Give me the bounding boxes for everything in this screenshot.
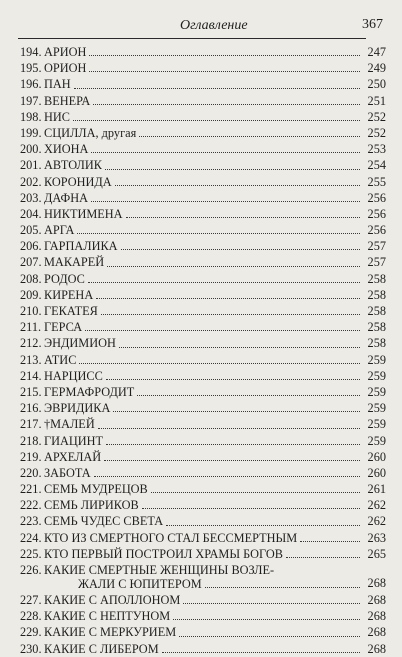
dot-leader — [286, 556, 360, 558]
entry-title: КАКИЕ С АПОЛЛОНОМ — [44, 593, 181, 607]
dot-leader — [183, 602, 360, 604]
entry-number: 220. — [20, 465, 42, 480]
toc-entry — [20, 141, 386, 157]
toc-entry — [20, 109, 386, 125]
dot-leader — [162, 651, 360, 653]
entry-page-number: 257 — [367, 239, 386, 254]
toc-entry — [20, 546, 386, 562]
entry-title: КАКИЕ С МЕРКУРИЕМ — [44, 625, 177, 640]
entry-number: 207. — [20, 255, 42, 270]
entry-page-number: 256 — [367, 206, 386, 221]
dot-leader — [88, 281, 360, 283]
entry-title: АРИОН — [44, 45, 87, 59]
entry-title: ХИОНА — [44, 142, 89, 157]
page-number: 367 — [362, 17, 383, 32]
dot-leader — [205, 586, 360, 588]
entry-page-number: 259 — [367, 384, 386, 399]
toc-entry — [20, 368, 386, 384]
entry-page-number: 256 — [367, 223, 386, 238]
toc-entry — [20, 206, 386, 222]
entry-page-number: 259 — [367, 417, 386, 432]
entry-page-number: 268 — [367, 641, 386, 656]
entry-number: 215. — [20, 384, 42, 399]
entry-page-number: 268 — [367, 593, 386, 607]
entry-page-number: 258 — [367, 271, 386, 286]
entry-title: ДАФНА — [44, 190, 88, 205]
entry-title: АРГА — [44, 223, 75, 238]
entry-page-number: 247 — [367, 45, 386, 59]
entry-number: 218. — [20, 433, 42, 448]
toc-entry — [20, 93, 386, 109]
dot-leader — [119, 346, 360, 348]
toc-entry — [20, 481, 386, 497]
entry-number: 195. — [20, 61, 42, 76]
entry-title: ГАРПАЛИКА — [44, 239, 118, 254]
entry-number: 210. — [20, 304, 42, 318]
dot-leader — [166, 524, 360, 526]
toc-entry — [20, 433, 386, 449]
entry-page-number: 250 — [367, 77, 386, 92]
entry-page-number: 259 — [367, 433, 386, 448]
toc-entry — [20, 465, 386, 481]
entry-title: ЗАБОТА — [44, 465, 91, 480]
entry-title: КИРЕНА — [44, 287, 94, 302]
entry-page-number: 255 — [367, 174, 386, 189]
entry-title: НИКТИМЕНА — [44, 206, 123, 221]
entry-title: СЕМЬ МУДРЕЦОВ — [44, 482, 148, 497]
toc-entry — [20, 303, 386, 319]
entry-number: 198. — [20, 109, 42, 124]
entry-title: МАКАРЕЙ — [44, 255, 105, 270]
entry-page-number: 262 — [367, 498, 386, 513]
entry-number: 208. — [20, 271, 42, 286]
entry-number: 212. — [20, 336, 42, 351]
entry-page-number: 261 — [367, 482, 386, 497]
toc-entry — [20, 416, 386, 432]
dot-leader — [79, 362, 360, 364]
entry-number: 211. — [20, 320, 42, 335]
entry-title: ОРИОН — [44, 61, 87, 76]
entry-page-number: 265 — [367, 546, 386, 561]
dot-leader — [101, 313, 360, 315]
entry-title: СЦИЛЛА, другая — [44, 125, 137, 140]
dot-leader — [137, 394, 360, 396]
entry-page-number: 258 — [367, 287, 386, 302]
entry-page-number: 258 — [367, 304, 386, 318]
toc-entry — [20, 60, 386, 76]
entry-number: 230. — [20, 641, 42, 656]
entry-title: РОДОС — [44, 271, 85, 286]
entry-title: ГЕРСА — [44, 320, 83, 335]
table-of-contents — [20, 44, 386, 657]
entry-page-number: 254 — [367, 158, 386, 173]
entry-number: 196. — [20, 77, 42, 92]
entry-number: 226. — [20, 563, 42, 577]
entry-title: КАКИЕ С НЕПТУНОМ — [44, 609, 171, 624]
entry-title: КАКИЕ С ЛИБЕРОМ — [44, 641, 159, 656]
entry-page-number: 258 — [367, 320, 386, 335]
dot-leader — [89, 54, 360, 56]
dot-leader — [115, 184, 360, 186]
entry-title: ГЕРМАФРОДИТ — [44, 384, 135, 399]
entry-number: 227. — [20, 593, 42, 607]
toc-entry — [20, 157, 386, 173]
entry-page-number: 263 — [367, 530, 386, 545]
toc-entry — [20, 238, 386, 254]
dot-leader — [85, 329, 360, 331]
entry-number: 201. — [20, 158, 42, 173]
entry-page-number: 249 — [367, 61, 386, 76]
entry-title: СЕМЬ ЛИРИКОВ — [44, 498, 139, 513]
dot-leader — [113, 410, 360, 412]
entry-page-number: 268 — [367, 625, 386, 640]
toc-entry — [20, 125, 386, 141]
dot-leader — [98, 427, 360, 429]
toc-entry — [20, 592, 386, 608]
toc-entry — [20, 287, 386, 303]
entry-number: 202. — [20, 174, 42, 189]
dot-leader — [89, 70, 360, 72]
dot-leader — [179, 635, 360, 637]
running-title: Оглавление — [180, 18, 248, 33]
entry-title: НИС — [44, 109, 70, 124]
entry-page-number: 257 — [367, 255, 386, 270]
entry-page-number: 262 — [367, 514, 386, 529]
entry-title: СЕМЬ ЧУДЕС СВЕТА — [44, 514, 164, 529]
toc-entry — [20, 400, 386, 416]
entry-number: 228. — [20, 609, 42, 624]
toc-entry — [20, 624, 386, 640]
entry-number: 199. — [20, 125, 42, 140]
dot-leader — [91, 151, 360, 153]
entry-title: †МАЛЕЙ — [44, 417, 95, 432]
dot-leader — [126, 216, 360, 218]
entry-number: 209. — [20, 287, 42, 302]
toc-entry — [20, 562, 386, 592]
entry-title: АРХЕЛАЙ — [44, 449, 102, 464]
entry-page-number: 258 — [367, 336, 386, 351]
dot-leader — [93, 103, 360, 105]
entry-number: 200. — [20, 142, 42, 157]
toc-entry — [20, 641, 386, 657]
entry-number: 203. — [20, 190, 42, 205]
entry-number: 225. — [20, 546, 42, 561]
entry-page-number: 253 — [367, 142, 386, 157]
entry-page-number: 252 — [367, 125, 386, 140]
dot-leader — [73, 119, 360, 121]
toc-entry — [20, 352, 386, 368]
dot-leader — [121, 248, 360, 250]
toc-entry — [20, 44, 386, 60]
entry-number: 213. — [20, 352, 42, 367]
entry-number: 194. — [20, 45, 42, 59]
toc-entry — [20, 254, 386, 270]
dot-leader — [91, 200, 360, 202]
toc-entry — [20, 513, 386, 529]
entry-title: ЭНДИМИОН — [44, 336, 116, 351]
entry-title-continued: ЖАЛИ С ЮПИТЕРОМ — [78, 577, 202, 591]
entry-page-number: 268 — [367, 609, 386, 624]
toc-entry — [20, 384, 386, 400]
entry-page-number: 260 — [367, 449, 386, 464]
entry-title: ПАН — [44, 77, 71, 92]
dot-leader — [300, 540, 360, 542]
entry-page-number: 260 — [367, 465, 386, 480]
entry-page-number: 256 — [367, 190, 386, 205]
dot-leader — [139, 135, 360, 137]
dot-leader — [96, 297, 360, 299]
entry-title: КТО ПЕРВЫЙ ПОСТРОИЛ ХРАМЫ БОГОВ — [44, 546, 283, 561]
entry-number: 205. — [20, 223, 42, 238]
entry-number: 216. — [20, 401, 42, 416]
dot-leader — [74, 87, 360, 89]
entry-number: 224. — [20, 530, 42, 545]
toc-entry — [20, 271, 386, 287]
toc-entry — [20, 497, 386, 513]
dot-leader — [106, 378, 360, 380]
dot-leader — [77, 232, 360, 234]
entry-number: 206. — [20, 239, 42, 254]
entry-page-number: 259 — [367, 352, 386, 367]
dot-leader — [151, 491, 360, 493]
entry-number: 217. — [20, 417, 42, 432]
toc-entry — [20, 222, 386, 238]
toc-entry — [20, 319, 386, 335]
entry-title: ГЕКАТЕЯ — [44, 304, 98, 318]
toc-entry — [20, 76, 386, 92]
toc-entry — [20, 449, 386, 465]
toc-entry — [20, 530, 386, 546]
entry-title: ГИАЦИНТ — [44, 433, 104, 448]
entry-page-number: 251 — [367, 93, 386, 108]
dot-leader — [107, 265, 360, 267]
entry-number: 221. — [20, 482, 42, 497]
entry-title: КТО ИЗ СМЕРТНОГО СТАЛ БЕССМЕРТНЫМ — [44, 530, 298, 545]
entry-number: 219. — [20, 449, 42, 464]
entry-page-number: 259 — [367, 368, 386, 383]
dot-leader — [104, 459, 360, 461]
running-header — [0, 0, 402, 36]
entry-title: КАКИЕ СМЕРТНЫЕ ЖЕНЩИНЫ ВОЗЛЕ- — [44, 563, 275, 577]
toc-entry — [20, 190, 386, 206]
toc-entry — [20, 608, 386, 624]
entry-title: НАРЦИСС — [44, 368, 103, 383]
entry-number: 204. — [20, 206, 42, 221]
entry-title: ВЕНЕРА — [44, 93, 91, 108]
entry-title: АВТОЛИК — [44, 158, 102, 173]
dot-leader — [142, 507, 360, 509]
entry-number: 229. — [20, 625, 42, 640]
entry-number: 214. — [20, 368, 42, 383]
header-rule — [18, 38, 366, 39]
entry-page-number: 252 — [367, 109, 386, 124]
dot-leader — [106, 443, 360, 445]
entry-number: 197. — [20, 93, 42, 108]
entry-page-number: 268 — [367, 576, 386, 590]
entry-page-number: 259 — [367, 401, 386, 416]
entry-number: 222. — [20, 498, 42, 513]
entry-number: 223. — [20, 514, 42, 529]
entry-title: АТИС — [44, 352, 77, 367]
dot-leader — [173, 618, 360, 620]
dot-leader — [94, 475, 360, 477]
toc-entry — [20, 335, 386, 351]
dot-leader — [105, 168, 360, 170]
entry-title: КОРОНИДА — [44, 174, 112, 189]
toc-entry — [20, 174, 386, 190]
entry-title: ЭВРИДИКА — [44, 401, 111, 416]
